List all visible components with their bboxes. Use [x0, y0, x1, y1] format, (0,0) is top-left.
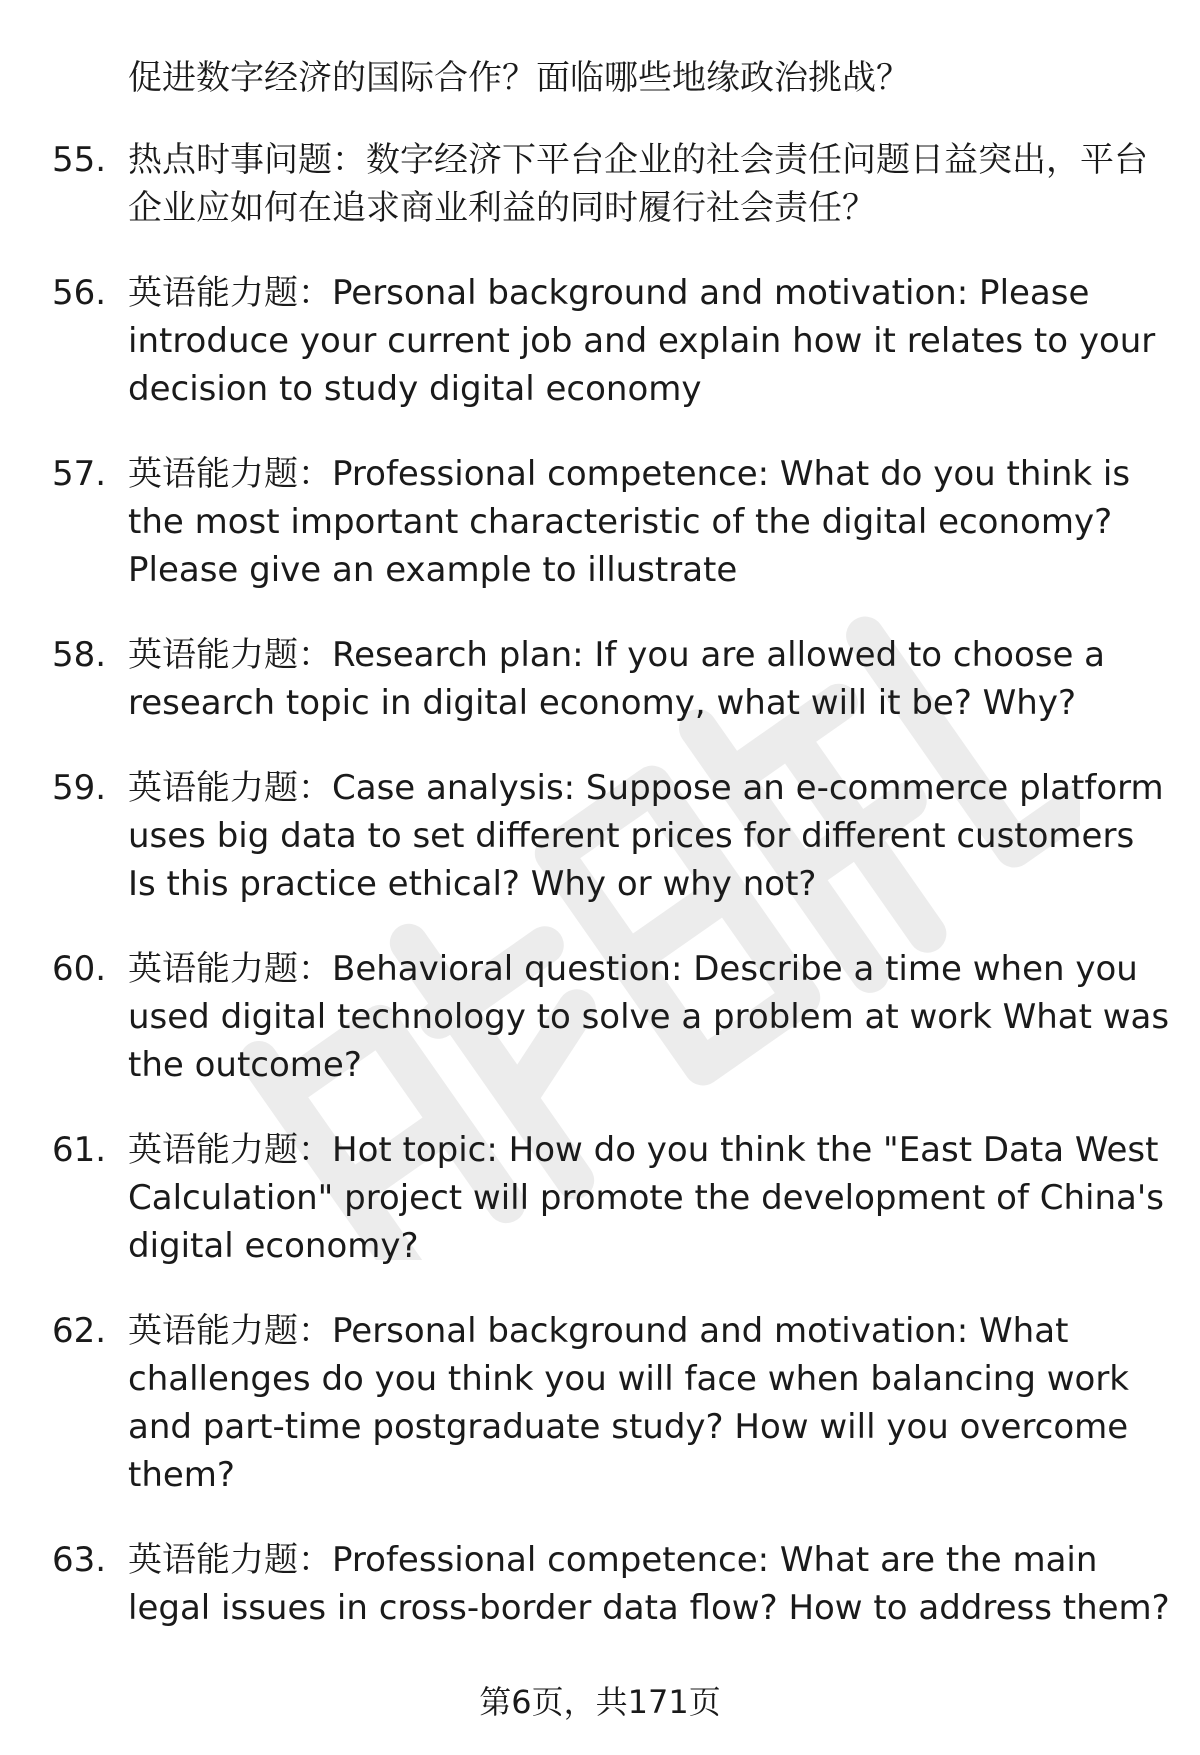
question-item	[0, 136, 1200, 232]
question-number: 60.	[52, 949, 107, 989]
content-area	[0, 54, 1200, 1669]
question-number: 63.	[52, 1540, 107, 1580]
question-number: 55.	[52, 140, 107, 180]
question-text: 英语能力题：Professional competence: What are the main legal issues in cross-border data flow? How to address them?	[128, 1540, 1170, 1628]
question-text: 热点时事问题：数字经济下平台企业的社会责任问题日益突出，平台企业应如何在追求商业利益的同时履行社会责任？	[128, 140, 1148, 228]
question-item	[0, 1307, 1200, 1499]
question-number: 57.	[52, 454, 107, 494]
question-text: 英语能力题：Case analysis: Suppose an e-commerce platform uses big data to set different prices for different customers Is this practice ethical? Why or why not?	[128, 768, 1164, 904]
page-footer: 第6页，共171页	[479, 1683, 721, 1721]
question-item	[0, 631, 1200, 727]
question-number: 58.	[52, 635, 107, 675]
question-text: 英语能力题：Hot topic: How do you think the "East Data West Calculation" project will promote the development of China's digital economy?	[128, 1130, 1164, 1266]
question-text: 英语能力题：Behavioral question: Describe a time when you used digital technology to solve a problem at work What was the outcome?	[128, 949, 1170, 1085]
question-number: 61.	[52, 1130, 107, 1170]
question-item	[0, 450, 1200, 594]
question-number: 59.	[52, 768, 107, 808]
question-list	[0, 136, 1200, 1632]
question-item	[0, 764, 1200, 908]
question-item	[0, 269, 1200, 413]
question-number: 62.	[52, 1311, 107, 1351]
question-number: 56.	[52, 273, 107, 313]
question-text: 英语能力题：Personal background and motivation: What challenges do you think you will face when balancing work and part-time postgraduate study? How will you overcome them?	[128, 1311, 1129, 1495]
question-text: 英语能力题：Personal background and motivation: Please introduce your current job and explain how it relates to your decision to study digital economy	[128, 273, 1156, 409]
question-item	[0, 1536, 1200, 1632]
question-item	[0, 1126, 1200, 1270]
question-item	[0, 945, 1200, 1089]
previous-question-continuation: 促进数字经济的国际合作？面临哪些地缘政治挑战？	[128, 58, 910, 98]
question-text: 英语能力题：Research plan: If you are allowed to choose a research topic in digital economy, what will it be? Why?	[128, 635, 1106, 723]
question-text: 英语能力题：Professional competence: What do you think is the most important characteristic of the digital economy? Please give an example to illustrate	[128, 454, 1131, 590]
